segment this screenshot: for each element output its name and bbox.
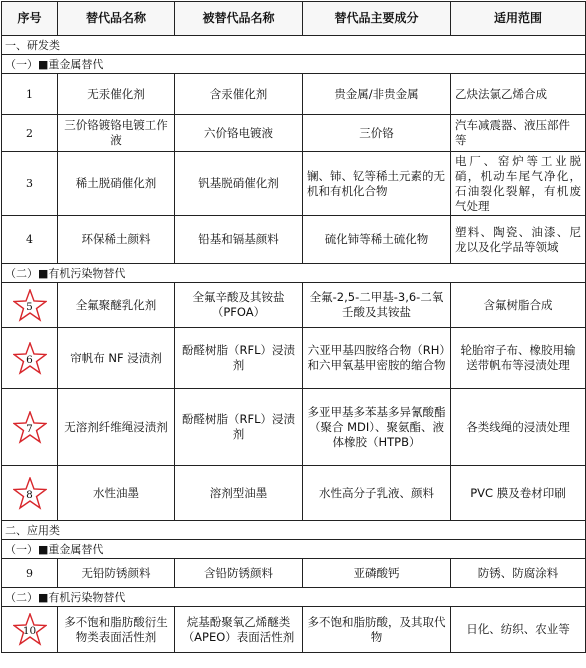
section-title: 二、应用类 xyxy=(2,521,586,540)
row-scope: 含氟树脂合成 xyxy=(451,283,586,328)
row-scope: 乙炔法氯乙烯合成 xyxy=(451,74,586,115)
row-scope: 各类线绳的浸渍处理 xyxy=(451,389,586,466)
header-replaced: 被替代品名称 xyxy=(175,2,303,36)
row-scope: 汽车减震器、液压部件等 xyxy=(451,115,586,152)
row-replaced: 溶剂型油墨 xyxy=(175,466,303,521)
section-row xyxy=(2,521,586,540)
row-scope: PVC 膜及卷材印刷 xyxy=(451,466,586,521)
subsection-row xyxy=(2,264,586,283)
row-component: 硫化铈等稀土硫化物 xyxy=(303,216,451,264)
row-no: 5 xyxy=(26,300,33,313)
row-replaced: 六价铬电镀液 xyxy=(175,115,303,152)
row-no: 9 xyxy=(2,559,58,588)
row-scope: 日化、纺织、农业等 xyxy=(451,607,586,653)
row-component: 贵金属/非贵金属 xyxy=(303,74,451,115)
row-name: 稀土脱硝催化剂 xyxy=(58,152,175,216)
row-name: 全氟聚醚乳化剂 xyxy=(58,283,175,328)
row-component: 六亚甲基四胺络合物（RH）和六甲氧基甲密胺的缩合物 xyxy=(303,328,451,389)
row-replaced: 全氟辛酸及其铵盐（PFOA） xyxy=(175,283,303,328)
row-replaced: 铅基和镉基颜料 xyxy=(175,216,303,264)
subsection-row xyxy=(2,588,586,607)
row-no-star xyxy=(2,389,58,466)
row-replaced: 含铅防锈颜料 xyxy=(175,559,303,588)
row-scope: 防锈、防腐涂料 xyxy=(451,559,586,588)
row-component: 三价铬 xyxy=(303,115,451,152)
header-row xyxy=(2,2,586,36)
row-name: 无汞催化剂 xyxy=(58,74,175,115)
row-name: 水性油墨 xyxy=(58,466,175,521)
row-no-star xyxy=(2,328,58,389)
substitute-products-table xyxy=(1,1,586,653)
row-no: 2 xyxy=(2,115,58,152)
table-row xyxy=(2,283,586,328)
row-component: 多不饱和脂肪酸，及其取代物 xyxy=(303,607,451,653)
header-no: 序号 xyxy=(2,2,58,36)
subsection-row xyxy=(2,55,586,74)
table-row xyxy=(2,607,586,653)
row-name: 帘帆布 NF 浸渍剂 xyxy=(58,328,175,389)
row-no-star xyxy=(2,607,58,653)
table-row xyxy=(2,559,586,588)
row-name: 无铅防锈颜料 xyxy=(58,559,175,588)
row-component: 多亚甲基多苯基多异氰酸酯（聚合 MDI）、聚氨酯、液体橡胶（HTPB） xyxy=(303,389,451,466)
row-name: 无溶剂纤维绳浸渍剂 xyxy=(58,389,175,466)
row-no-star xyxy=(2,466,58,521)
table-row xyxy=(2,115,586,152)
header-component: 替代品主要成分 xyxy=(303,2,451,36)
header-name: 替代品名称 xyxy=(58,2,175,36)
subsection-title: （一）■重金属替代 xyxy=(2,540,586,559)
section-row xyxy=(2,36,586,55)
row-no: 10 xyxy=(22,625,37,637)
star-icon xyxy=(13,613,47,646)
subsection-title: （二）■有机污染物替代 xyxy=(2,264,586,283)
row-no: 3 xyxy=(2,152,58,216)
table-row xyxy=(2,466,586,521)
subsection-title: （二）■有机污染物替代 xyxy=(2,588,586,607)
row-replaced: 钒基脱硝催化剂 xyxy=(175,152,303,216)
table-row xyxy=(2,216,586,264)
row-scope: 电厂、窑炉等工业脱硝，机动车尾气净化，石油裂化裂解，有机废气处理 xyxy=(451,152,586,216)
row-no: 1 xyxy=(2,74,58,115)
row-no: 4 xyxy=(2,216,58,264)
star-icon xyxy=(13,289,47,322)
row-replaced: 含汞催化剂 xyxy=(175,74,303,115)
table-row xyxy=(2,74,586,115)
header-scope: 适用范围 xyxy=(451,2,586,36)
table-row xyxy=(2,389,586,466)
row-component: 水性高分子乳液、颜料 xyxy=(303,466,451,521)
row-component: 全氟-2,5-二甲基-3,6-二氧壬酸及其铵盐 xyxy=(303,283,451,328)
row-no: 8 xyxy=(26,488,33,501)
star-icon xyxy=(13,477,47,510)
subsection-title: （一）■重金属替代 xyxy=(2,55,586,74)
section-title: 一、研发类 xyxy=(2,36,586,55)
row-name: 环保稀土颜料 xyxy=(58,216,175,264)
row-name: 三价铬镀铬电镀工作液 xyxy=(58,115,175,152)
subsection-row xyxy=(2,540,586,559)
row-replaced: 酚醛树脂（RFL）浸渍剂 xyxy=(175,389,303,466)
row-no-star xyxy=(2,283,58,328)
star-icon xyxy=(13,342,47,375)
table-row xyxy=(2,328,586,389)
row-name: 多不饱和脂肪酸衍生物类表面活性剂 xyxy=(58,607,175,653)
row-no: 6 xyxy=(26,353,33,366)
row-scope: 轮胎帘子布、橡胶用输送带帆布等浸渍处理 xyxy=(451,328,586,389)
row-replaced: 酚醛树脂（RFL）浸渍剂 xyxy=(175,328,303,389)
star-icon xyxy=(13,411,47,444)
row-scope: 塑料、陶瓷、油漆、尼龙以及化学品等领域 xyxy=(451,216,586,264)
row-component: 镧、铈、钇等稀土元素的无机和有机化合物 xyxy=(303,152,451,216)
row-replaced: 烷基酚聚氧乙烯醚类（APEO）表面活性剂 xyxy=(175,607,303,653)
row-component: 亚磷酸钙 xyxy=(303,559,451,588)
row-no: 7 xyxy=(26,422,33,435)
table-row xyxy=(2,152,586,216)
